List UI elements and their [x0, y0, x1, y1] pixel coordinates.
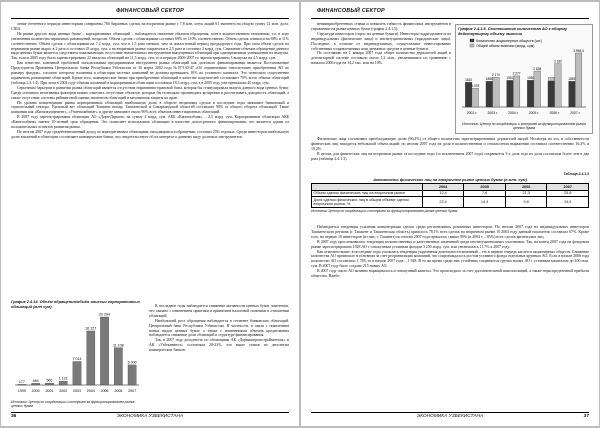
bar [513, 76, 520, 107]
table-header-cell: 2004 [422, 184, 464, 191]
paragraph: ление отечетного периода инвесторами совершены 766 биржевых сделок на вторичном рынке с 7,8 млн. штук акций 61 эмитента на общую сумму 12 млн. долл. США. [11, 22, 289, 31]
paragraph: Физические лица составляют преобладающую долю (96,2%) от общего количества зарегистрированных держателей акций. Несмотря на это, в собственности физических лиц находится небольшой объем акций: по итогам 2007 года их доля в количественном и стоимостном выражении составила соответственно 16,2% и 19,2%. [311, 137, 589, 151]
bar [114, 348, 122, 385]
paragraph: Серьезным барьером в развитии рынка облигаций является отсутствие нормативно-правовой базы, которая бы стимулировала выпуск данного вида ценных бумаг. Среди основных негативных факторов можно отметить отсутствие объектов, которые бы позволяли производить котировки и рассчитывать доходность облигаций, а также отсутствие системы рейтинговой оценки эмитентов облигаций и механизмов защиты их прав. [11, 85, 289, 100]
bar [128, 365, 136, 385]
legend-label: Количество акционерных обществ (шт.) [476, 38, 543, 43]
data-label: 20 294 [99, 312, 111, 317]
page-number: 36 [11, 414, 17, 419]
x-tick-label: 2004 [86, 389, 95, 393]
paragraph: Так, в 2007 году доходность по облигациям АК «Дормашпромстроймонтаж» и АК «Узбекинвест» составляла 20-21%, что выше ставок по депозитам коммерческих банков. [149, 338, 289, 353]
right-top-text [311, 22, 451, 66]
bar [569, 81, 576, 107]
x-tick-label: 2005 [100, 389, 109, 393]
bar [45, 383, 53, 385]
table-row [312, 197, 589, 208]
bar [87, 331, 95, 385]
table-cell: 12,4 [422, 190, 464, 197]
x-tick-label: 2002 [59, 389, 68, 393]
table-header-cell: 2006 [505, 184, 547, 191]
data-label: 1 378 [471, 83, 480, 88]
figure-source: Источник: Центр по координации и контролю за функционированием рынка ценных бумаг [11, 400, 135, 408]
data-label: 560 [46, 378, 53, 383]
right-mid-text [311, 137, 589, 162]
table-header-row [312, 184, 589, 191]
bar [575, 53, 582, 107]
page-number: 37 [583, 414, 589, 419]
paragraph: Наблюдается тенденция усиления концентрации сделок среди региональных розничных инвесторов. По итогам 2007 года на индивидуальных инвесторов Ташкентского региона (г. Ташкент и Ташкентская область) пришлось 78,1% всех сделок на вторичном рынке. В 2004 году данный показатель составлял 67%. Кроме того, на первую 10 инвесторов (из них, г. Ташкент) по итогам 2007 года пришлось свыше 90% (в 2004 г. – 85%) всех сделок физических лиц. [311, 225, 589, 239]
x-tick-label: 2002 г. [466, 111, 478, 115]
bar [472, 88, 479, 107]
journal-name: ЭКОНОМИКА УЗБЕКИСТАНА [416, 414, 484, 419]
table-header-cell: 2007 [547, 184, 589, 191]
paragraph: По итогам 2007 года среднеевзвешенный доход по корпоративным облигациям, находящимся в обращении, составил 25% годовых. Среди инвесторов наибольшую долю вложений в облигации составляют коммерческие банки, что свидетельствует об их интересе к данному виду долговых инструментов. [11, 129, 289, 139]
x-tick-label: 2003 г. [487, 111, 498, 115]
left-side-text [149, 304, 289, 353]
table-cell: 7,6 [464, 190, 506, 197]
legend-swatch [470, 39, 474, 42]
data-label: 2 638 [533, 66, 542, 71]
bar-chart-bonds [11, 309, 143, 395]
data-label: 2 170 [491, 73, 500, 78]
data-table [311, 183, 589, 208]
x-tick-label: 2004 г. [508, 111, 519, 115]
right-running-header: ФИНАНСОВЫЙ СЕКТОР [311, 8, 589, 19]
table-cell: 23,4 [422, 197, 464, 208]
bar [73, 361, 81, 385]
table-cell: 14,4 [464, 197, 506, 208]
bar [527, 80, 534, 107]
data-label: 1928 [547, 76, 555, 81]
paragraph: Структура инвесторов (спрос на ценные бумаги). Инвесторы подразделяются на индивидуальных (физические лица) и институциональных (юридические лица). Последние, в отличие от индивидуальных, осуществляют инвестирование собственных и привлеченных ими денежных средств в ценные бумаги. [311, 31, 451, 51]
data-label: 3 958,4 [573, 48, 584, 53]
data-label: 1885 [568, 77, 576, 82]
bar-chart-joint-stock [456, 37, 592, 117]
paragraph: В последние годы наблюдается снижение активности ценных бумаг эмитентов, что связано с изменением практики и принятием налоговой политики в отношении облигаций. [149, 304, 289, 318]
bar [100, 317, 108, 385]
data-label: 16 127 [85, 326, 97, 331]
data-label: 11 108 [112, 343, 124, 348]
bar [32, 383, 40, 385]
table-source: Источник: Центр по координации и контролю за функционированием рынка ценных бумаг [311, 208, 458, 213]
left-footer [11, 412, 289, 422]
data-label: 1950 [506, 76, 514, 81]
x-tick-label: 2007 [128, 389, 137, 393]
paragraph: В 2007 году число АО активно наращивалось и совокупный капитал. Это происходило за счет дополнительной эмиссии акций, а также нераспределенной прибыли общества. Наибо- [311, 269, 589, 279]
data-label: 1810 [465, 78, 473, 83]
table-row [312, 190, 589, 197]
bar [507, 80, 514, 107]
x-tick-label: 2005 г. [528, 111, 540, 115]
table-cell: 19,5 [547, 197, 589, 208]
table-header-cell [312, 184, 423, 191]
paragraph: Как известно, ключевой проблемой использования предприятиями инструмента рынка облигаций как долгового финансирования является Постановление Председателя Правления Центрального банка Республики Узбекистан от 30 марта 2002 года №07/130-47 «Об ограничениях относительно приобретения АО по размеру фондов», согласно которому вложения в облигации частных компаний не должны превышать 10% их уставного капитала. Это позволило существенно ограничить размещение облигаций. Кроме того, коммерческие банки при приобретении облигаций в качестве покупателей составляют 70% всего объема облигаций (таблица 2.4.1.4). При этом в 2004 году объемы вложений в корпоративные облигации составили 18,3 млрд. сум, а в 2005 году уже превысили 40 млрд. сум. [11, 61, 289, 85]
right-footer [311, 412, 589, 422]
figure-caption: График 2.4.14. Объём обращения/объём эмиссии корпоративных облигаций (млн сум) [11, 299, 140, 309]
left-running-header: ФИНАНСОВЫЙ СЕКТОР [11, 8, 289, 19]
right-bottom-text [311, 225, 589, 279]
x-tick-label: 2001 [45, 389, 54, 393]
paragraph: По уровню концентрации рынка корпоративных облигаций наибольшую долю в обороте вторичных сделок в последние годы занимают банковский и строительный сектора. Удельный вес облигаций Тошкент шахар, Ташкентской и Самаркандской областей составляет 90% от общего оборота облигаций. Такие компании как «Кизилкумцемент», «Узметкомбинат» и другие занимают около 90% всех объемов инвестиционных облигаций. [11, 100, 289, 115]
x-tick-label: 2006 г. [549, 111, 560, 115]
left-main-text [11, 22, 289, 140]
x-tick-label: 1999 [17, 389, 26, 393]
data-label: 6 000 [127, 360, 137, 365]
table-block [311, 172, 589, 213]
paragraph: По состоянию на 1 января 2007 года общее количество держателей акций в депозитарной системе составило около 1,2 млн., увеличившись по сравнению с началом 2006 года на 14,2 тыс. или на 10%. [311, 51, 451, 66]
table-title: Активность физических лиц на вторичном рынке ценных бумаг (в млн. сум) [373, 177, 527, 182]
bar [555, 64, 562, 107]
paragraph: В 2007 году прослеживалась тенденция количественных и качественных изменений среди институциональных участников. Так, на конец 2007 года на фондовом рынке зарегистрировано 1928 АО с совокупным уставным фондом 3 250 млрд. сум, или увеличилась 11,7% к 2007 году. [311, 239, 589, 249]
figure-source: Источник: Центр по координации и контролю за функционированием рынка ценных бумаг [462, 122, 586, 130]
bar [493, 77, 500, 107]
x-tick-label: 2007 г. [570, 111, 581, 115]
data-label: 7 014 [72, 356, 82, 361]
data-label: 2 277 [512, 71, 521, 76]
bar [18, 384, 26, 385]
table-cell: Объем сделок физических лиц на вторичном рынке [312, 190, 423, 197]
journal-name: ЭКОНОМИКА УЗБЕКИСТАНА [116, 414, 184, 419]
bar [59, 381, 67, 385]
data-label: 1885 [485, 77, 493, 82]
paragraph: ненииприобретенных ставки и повысить гибкость финансовых инструментов в управлении на рынке ценных бумаг (график 2.4.1.5). [311, 22, 451, 31]
data-label: 484 [32, 378, 39, 383]
right-figure [455, 24, 593, 134]
data-label: 177 [18, 379, 25, 384]
paragraph: Как отмечено выше, в последние годы усилилась тенденция укрупнения деятельности компаний – это в первую очередь касается акционерных обществ. Снижение количества АО произошло в основном за счет реорганизации компаний, что сопровождалось ростом уставного фонда отдельных крупных АО. Если в начале 2006 года количество АО составляло 1 785, то в начале 2007 года – 1 928. В то же время среди них устойчиво сохраняется группа малых АО с уставным капиталом до 100 млн. сум. В 2007 году было создано 215 новых АО. [311, 249, 589, 269]
table-number: Таблица 2.4.1.3 [563, 172, 589, 176]
table-cell: 21,3 [505, 190, 547, 197]
paragraph: На рынке другого вида ценных бумаг – корпоративных облигаций – наблюдается снижение объемов обращения, хотя в количественном отношении, т.е. в ходе увеличения количества первичных размещений, возросли. Объем сделок с облигациями составил 69% от 110% соответственно. Объем сделок снизился на 68% и 11% соответственно. Объём сделок с облигациями на 7,2 млрд. сум, что в 1,5 раза меньше, чем за аналогичный период предыдущего года. При этом объем сделок на первичном рынке вырос в 2 раза и составил 43 млрд. сум, а на вторичном рынке сократился в 2,5 раза и составил 2 млрд. сум. Снижение объемов обращения данного вида ценных бумаг является следствием показывающих отсутствие значительных инструментов выпущенных облигаций при одновременном уменьшении их выпуска. Так, если в 2005 году было зарегистрировано 22 выпуска облигаций на 11,5 млрд. сум, то в периоде 2006-2007 гг. зарегистрировано 3 выпуска на 4,5 млрд. сум. [11, 31, 289, 61]
x-tick-label: 2003 [73, 389, 81, 393]
bar [548, 81, 555, 107]
data-label: 3 180 [553, 59, 562, 64]
paragraph: В 2007 году зарегистрированы облигации АО «Дорн-Дармон» на сумму 2 млрд. сум, АКБ «Капиталбанк» – 2,5 млрд. сум. Корпоративные облигации АКБ «Капиталбанк» имеют 10-летний срок обращения. Это позволяет использовать облигации в качестве долгосрочного финансирования, что является одним из положительных аспектов развития рынка. [11, 115, 289, 130]
x-tick-label: 2006 [114, 389, 123, 393]
left-page [1, 2, 299, 426]
right-page [301, 2, 599, 426]
table-cell: 25,8 [547, 190, 589, 197]
table-header-cell: 2005 [464, 184, 506, 191]
x-tick-label: 2000 [31, 389, 40, 393]
legend-swatch [470, 44, 474, 47]
legend-label: Общий объем эмиссии (млрд. сум) [476, 43, 535, 48]
data-label: 1956 [527, 76, 535, 81]
table-cell: 9,8 [505, 197, 547, 208]
data-label: 1 121 [58, 376, 68, 381]
paragraph: В целом, для физических лиц на вторичном рынке за последние годы (за исключением 2007 года) сохраняется 3-х доля года их доля составляла более чем в два раза (таблица 2.4.1.3). [311, 151, 589, 161]
bar [534, 71, 541, 107]
left-figure [11, 299, 143, 411]
figure-caption: График 2.4.1.5. Соотношение количества АО к общему действующему объему эмиссии [458, 26, 568, 36]
table-cell: Доля сделок физических лиц в общем объеме сделок вторичного рынка, % [312, 197, 423, 208]
bar [486, 81, 493, 107]
paragraph: Наибольший рост обращения наблюдается в сегменте банковских облигаций. Центральный банк Республики Узбекистан. В частности, в связи с появлением новых видов ценных бумаг, а также с изменениями объемов кредитования наблюдается снижение доли облигаций в структуре финансирования. [149, 318, 289, 338]
